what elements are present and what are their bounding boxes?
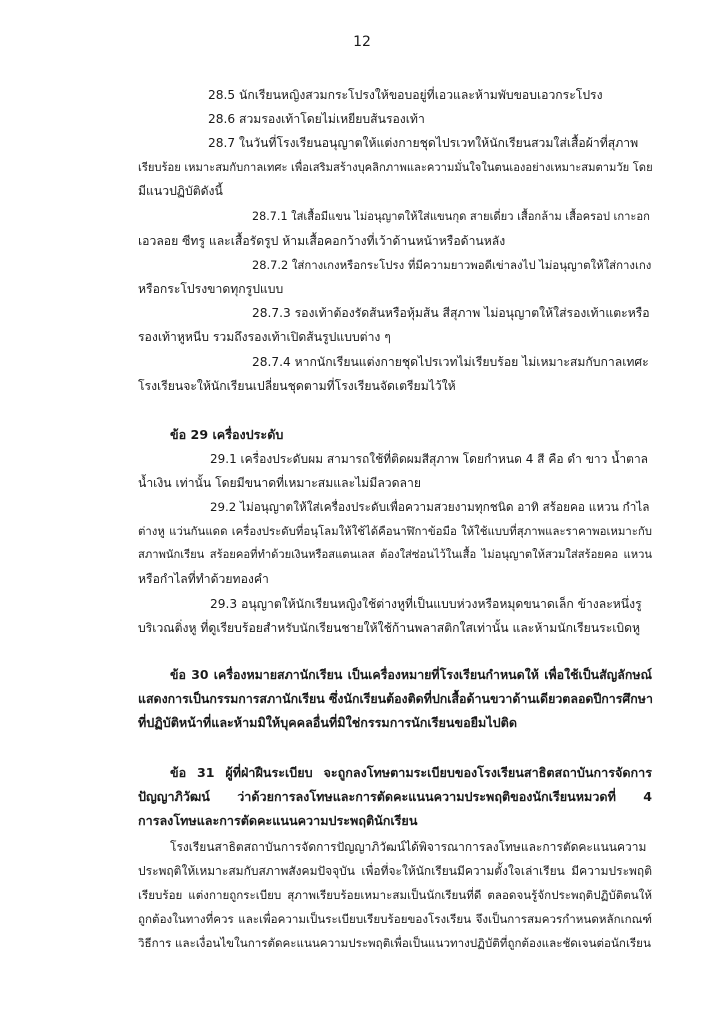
clause-29-3: 29.3 อนุญาตให้นักเรียนหญิงใช้ต่างหูที่เป็นแบบห่วงหรือหมุดขนาดเล็ก ข้างละหนึ่งรู xyxy=(210,597,642,611)
section-29-heading: ข้อ 29 เครื่องประดับ xyxy=(170,427,284,442)
clause-29-2-line-4: หรือกำไลที่ทำด้วยทองคำ xyxy=(138,572,269,586)
clause-28-7-3-line-2: รองเท้าหูหนีบ รวมถึงรองเท้าเปิดส้นรูปแบบต่าง ๆ xyxy=(138,330,391,344)
clause-28-7: 28.7 ในวันที่โรงเรียนอนุญาตให้แต่งกายชุดไปรเวทให้นักเรียนสวมใส่เสื้อผ้าที่สุภาพ xyxy=(208,136,639,150)
section-30-line-3: ที่ปฏิบัติหน้าที่และห้ามมิให้บุคคลอื่นที่มิใช่กรรมการนักเรียนขอยืมไปติด xyxy=(138,715,518,730)
section-30-line-2: แสดงการเป็นกรรมการสภานักเรียน ซึ่งนักเรียนต้องติดที่ปกเสื้อด้านขวาด้านเดียวตลอดปีการศึกษา xyxy=(138,691,653,706)
clause-28-7-3: 28.7.3 รองเท้าต้องรัดส้นหรือหุ้มส้น สีสุภาพ ไม่อนุญาตให้ใส่รองเท้าแตะหรือ xyxy=(252,306,650,320)
clause-29-2-line-3: สภาพนักเรียน สร้อยคอที่ทำด้วยเงินหรือสแตนเลส ต้องใส่ซ่อนไว้ในเสื้อ ไม่อนุญาตให้สวมใส่สร้อยคอ แหวน xyxy=(138,548,652,561)
clause-28-7-2: 28.7.2 ใส่กางเกงหรือกระโปรง ที่มีความยาวพอดีเข่าลงไป ไม่อนุญาตให้ใส่กางเกง xyxy=(252,258,652,272)
clause-29-1-line-2: น้ำเงิน เท่านั้น โดยมีขนาดที่เหมาะสมและไม่มีลวดลาย xyxy=(138,476,422,490)
section-30-heading: ข้อ 30 เครื่องหมายสภานักเรียน เป็นเครื่องหมายที่โรงเรียนกำหนดให้ เพื่อใช้เป็นสัญลักษณ์ xyxy=(170,667,652,682)
paragraph-line-3: เรียบร้อย แต่งกายถูกระเบียบ สุภาพเรียบร้อยเหมาะสมเป็นนักเรียนที่ดี ตลอดจนรู้จักประพฤติปฏิบัติตนให้ xyxy=(138,888,652,902)
clause-28-6: 28.6 สวมรองเท้าโดยไม่เหยียบส้นรองเท้า xyxy=(208,112,425,126)
section-31-heading: ข้อ 31 ผู้ที่ฝ่าฝืนระเบียบ จะถูกลงโทษตามระเบียบของโรงเรียนสาธิตสถาบันการจัดการ xyxy=(170,765,652,780)
clause-29-1: 29.1 เครื่องประดับผม สามารถใช้ที่ติดผมสีสุภาพ โดยกำหนด 4 สี คือ ดำ ขาว น้ำตาล xyxy=(210,452,649,466)
page-number: 12 xyxy=(353,34,371,50)
clause-28-7-2-line-2: หรือกระโปรงขาดทุกรูปแบบ xyxy=(138,282,284,296)
clause-28-5: 28.5 นักเรียนหญิงสวมกระโปรงให้ขอบอยู่ที่เอวและห้ามพับขอบเอวกระโปรง xyxy=(208,88,603,102)
paragraph-line-5: วิธีการ และเงื่อนไขในการตัดคะแนนความประพฤติเพื่อเป็นแนวทางปฏิบัติที่ถูกต้องและชัดเจนต่อนักเรียน xyxy=(138,936,651,950)
clause-28-7-line-3: มีแนวปฏิบัติดังนี้ xyxy=(138,184,223,198)
clause-28-7-1-line-2: เอวลอย ซีทรู และเสื้อรัดรูป ห้ามเสื้อคอกว้างที่เว้าด้านหน้าหรือด้านหลัง xyxy=(138,234,506,248)
clause-29-3-line-2: บริเวณติ่งหู ที่ดูเรียบร้อยสำหรับนักเรียนชายให้ใช้ก้านพลาสติกใสเท่านั้น และห้ามนักเรียนระเบิดหู xyxy=(138,621,641,635)
paragraph-line-4: ถูกต้องในทางที่ควร และเพื่อความเป็นระเบียบเรียบร้อยของโรงเรียน จึงเป็นการสมควรกำหนดหลักเกณฑ์ xyxy=(138,912,652,926)
clause-28-7-line-2: เรียบร้อย เหมาะสมกับกาลเทศะ เพื่อเสริมสร้างบุคลิกภาพและความมั่นใจในตนเองอย่างเหมาะสมตามวัย โดย xyxy=(138,161,653,174)
clause-28-7-4: 28.7.4 หากนักเรียนแต่งกายชุดไปรเวทไม่เรียบร้อย ไม่เหมาะสมกับกาลเทศะ xyxy=(252,355,649,369)
paragraph-line-2: ประพฤติให้เหมาะสมกับสภาพสังคมปัจจุบัน เพื่อที่จะให้นักเรียนมีความตั้งใจเล่าเรียน มีความประพฤติ xyxy=(138,864,652,878)
clause-29-2-line-2: ต่างหู แว่นกันแดด เครื่องประดับที่อนุโลมให้ใช้ได้คือนาฬิกาข้อมือ ให้ใช้แบบที่สุภาพและราคาพอเหมาะกับ xyxy=(138,524,652,538)
clause-28-7-1: 28.7.1 ใส่เสื้อมีแขน ไม่อนุญาตให้ใส่แขนกุด สายเดี่ยว เสื้อกล้าม เสื้อครอป เกาะอก xyxy=(252,210,650,223)
clause-29-2: 29.2 ไม่อนุญาตให้ใส่เครื่องประดับเพื่อความสวยงามทุกชนิด อาทิ สร้อยคอ แหวน กำไล xyxy=(210,500,650,514)
paragraph-line-1: โรงเรียนสาธิตสถาบันการจัดการปัญญาภิวัฒน์ได้พิจารณาการลงโทษและการตัดคะแนนความ xyxy=(170,840,647,854)
section-31-line-2: ปัญญาภิวัฒน์ ว่าด้วยการลงโทษและการตัดคะแนนความประพฤติของนักเรียนหมวดที่ 4 xyxy=(138,789,652,804)
clause-28-7-4-line-2: โรงเรียนจะให้นักเรียนเปลี่ยนชุดตามที่โรงเรียนจัดเตรียมไว้ให้ xyxy=(138,379,456,393)
section-31-line-3: การลงโทษและการตัดคะแนนความประพฤตินักเรียน xyxy=(138,813,418,828)
